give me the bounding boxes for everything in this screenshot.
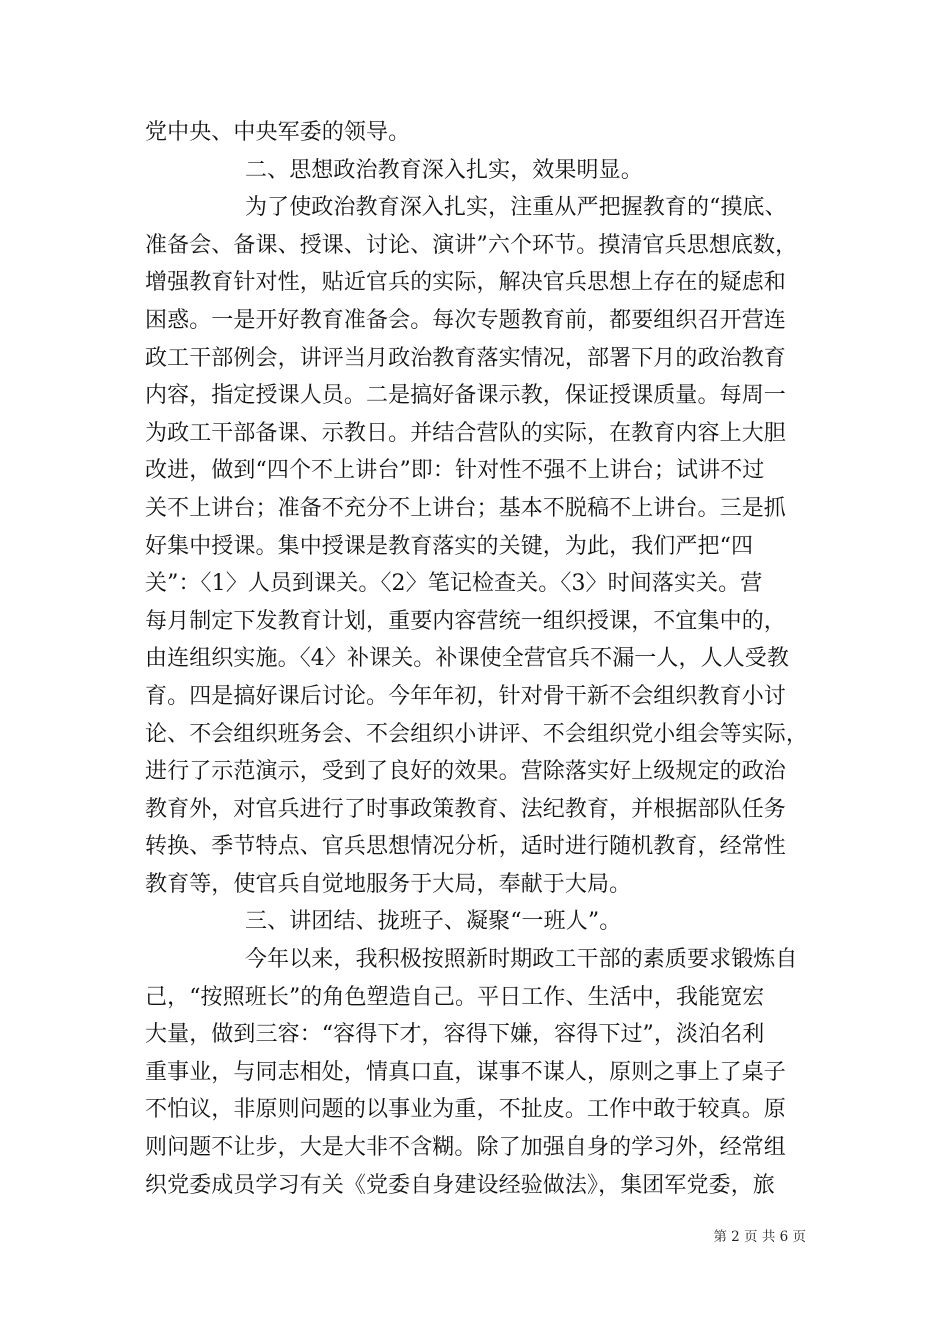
page-indicator: 第 2 页 共 6 页	[713, 1229, 806, 1245]
text-line: 教育外，对官兵进行了时事政策教育、法纪教育，并根据部队任务	[145, 796, 786, 822]
text-line: 每月制定下发教育计划，重要内容营统一组织授课，不宜集中的，	[145, 608, 786, 634]
section-heading: 三、讲团结、拢班子、凝聚“一班人”。	[245, 909, 622, 935]
section-heading: 二、思想政治教育深入扎实，效果明显。	[245, 157, 643, 183]
text-line: 不怕议，非原则问题的以事业为重，不扯皮。工作中敢于较真。原	[145, 1097, 786, 1123]
paragraph-first-line: 为了使政治教育深入扎实，注重从严把握教育的“摸底、	[245, 195, 787, 221]
text-line: 重事业，与同志相处，情真口直，谋事不谋人，原则之事上了桌子	[145, 1059, 786, 1085]
text-line: 育。四是搞好课后讨论。今年年初，针对骨干新不会组织教育小讨	[145, 683, 786, 709]
text-line: 转换、季节特点、官兵思想情况分析，适时进行随机教育，经常性	[145, 834, 786, 860]
text-line: 好集中授课。集中授课是教育落实的关键，为此，我们严把“四	[145, 533, 754, 559]
text-line: 增强教育针对性，贴近官兵的实际，解决官兵思想上存在的疑虑和	[145, 270, 786, 296]
text-line: 关”：〈1〉人员到课关。〈2〉笔记检查关。〈3〉时间落实关。营	[145, 571, 763, 597]
text-line: 政工干部例会，讲评当月政治教育落实情况，部署下月的政治教育	[145, 345, 786, 371]
paragraph-first-line: 今年以来，我积极按照新时期政工干部的素质要求锻炼自	[245, 947, 798, 973]
text-line: 党中央、中央军委的领导。	[145, 120, 411, 145]
text-line: 困惑。一是开好教育准备会。每次专题教育前，都要组织召开营连	[145, 307, 786, 333]
text-line: 己，“按照班长”的角色塑造自己。平日工作、生活中，我能宽宏	[145, 984, 765, 1010]
text-line: 大量，做到三容：“容得下才，容得下嫌，容得下过”，淡泊名利	[145, 1022, 765, 1048]
document-body	[145, 114, 825, 1204]
text-line: 由连组织实施。〈4〉补课关。补课使全营官兵不漏一人，人人受教	[145, 646, 789, 672]
text-line: 关不上讲台；准备不充分不上讲台；基本不脱稿不上讲台。三是抓	[145, 495, 786, 521]
text-line: 教育等，使官兵自觉地服务于大局，奉献于大局。	[145, 871, 632, 897]
text-line: 进行了示范演示，受到了良好的效果。营除落实好上级规定的政治	[145, 759, 786, 785]
text-line: 改进，做到“四个不上讲台”即：针对性不强不上讲台；试讲不过	[145, 458, 765, 484]
text-line: 为政工干部备课、示教日。并结合营队的实际，在教育内容上大胆	[145, 420, 786, 446]
text-line: 则问题不让步，大是大非不含糊。除了加强自身的学习外，经常组	[145, 1135, 786, 1161]
text-line: 织党委成员学习有关《党委自身建设经验做法》，集团军党委，旅	[145, 1172, 775, 1198]
text-line: 内容，指定授课人员。二是搞好备课示教，保证授课质量。每周一	[145, 383, 786, 409]
text-line: 论、不会组织班务会、不会组织小讲评、不会组织党小组会等实际，	[145, 721, 809, 747]
text-line: 准备会、备课、授课、讨论、演讲”六个环节。摸清官兵思想底数，	[145, 232, 798, 258]
